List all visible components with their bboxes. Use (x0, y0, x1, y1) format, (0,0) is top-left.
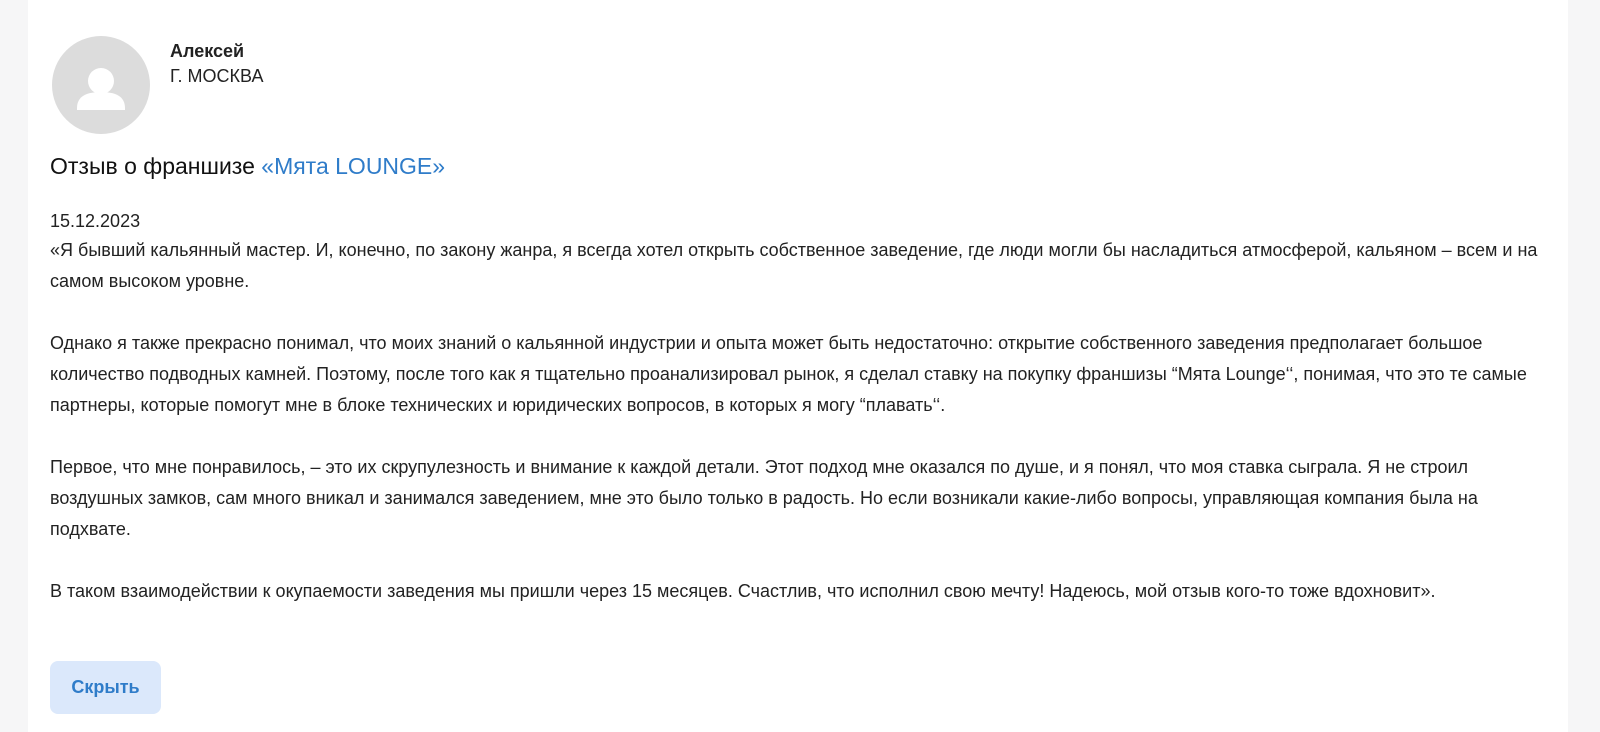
review-author (52, 36, 263, 134)
author-name: Алексей (170, 41, 245, 61)
franchise-link[interactable]: «Мята LOUNGE» (261, 153, 446, 179)
review-date: 15.12.2023 (50, 211, 141, 231)
author-city: Г. МОСКВА (170, 66, 264, 86)
review-text (50, 235, 1540, 638)
review-paragraph: «Я бывший кальянный мастер. И, конечно, по закону жанра, я всегда хотел открыть собственное заведение, где люди могли бы насладиться атмосферой, кальяном – всем и на самом высоком уровне. (50, 240, 1538, 291)
review-paragraph: Однако я также прекрасно понимал, что моих знаний о кальянной индустрии и опыта может быть недостаточно: открытие собственного заведения предполагает большое количество подводных камней. Поэтому, после того как я тщательно проанализировал рынок, я сделал ставку на покупку франшизы “Мята Lounge‘‘, понимая, что это те самые партнеры, которые помогут мне в блоке технических и юридических вопросов, в которых я могу “плавать‘‘. (50, 333, 1527, 415)
hide-button[interactable]: Скрыть (50, 661, 161, 714)
review-title-prefix: Отзыв о франшизе (50, 153, 262, 179)
review-paragraph: В таком взаимодействии к окупаемости заведения мы пришли через 15 месяцев. Счастлив, что исполнил свою мечту! Надеюсь, мой отзыв кого-то тоже вдохновит». (50, 581, 1436, 601)
review-title (50, 150, 445, 182)
author-info (170, 39, 263, 89)
review-paragraph: Первое, что мне понравилось, – это их скрупулезность и внимание к каждой детали. Этот подход мне оказался по душе, и я понял, что моя ставка сыграла. Я не строил воздушных замков, сам много вникал и занимался заведением, мне это было только в радость. Но если возникали какие-либо вопросы, управляющая компания была на подхвате. (50, 457, 1478, 539)
user-placeholder-icon (52, 36, 150, 134)
avatar (52, 36, 150, 134)
review-card (28, 0, 1568, 732)
